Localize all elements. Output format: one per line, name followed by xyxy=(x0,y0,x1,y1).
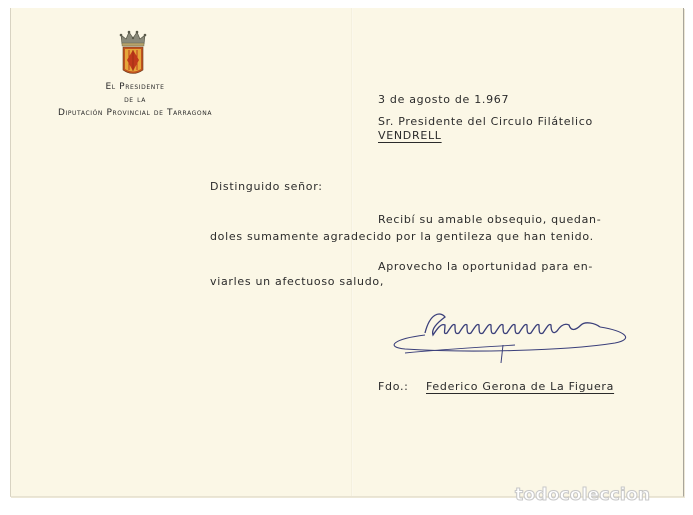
signatory-name: Federico Gerona de La Figuera xyxy=(426,380,615,393)
recipient-city: VENDRELL xyxy=(378,129,442,142)
paragraph1-line2: doles sumamente agradecido por la gentileza que han tenido. xyxy=(210,230,594,243)
letterhead-institution: Diputación Provincial de Tarragona xyxy=(57,108,213,118)
recipient-line: Sr. Presidente del Circulo Filátelico xyxy=(378,115,593,128)
paper-fold xyxy=(351,8,353,496)
paragraph2-line2: viarles un afectuoso saludo, xyxy=(210,275,385,288)
letterhead-title: El Presidente xyxy=(105,82,165,92)
coat-of-arms-icon xyxy=(118,30,148,78)
letterhead-connector: de la xyxy=(124,95,146,105)
signature-prefix: Fdo.: xyxy=(378,380,409,393)
paragraph1-line1: Recibí su amable obsequio, quedan- xyxy=(378,213,602,226)
paragraph2-line1: Aprovecho la oportunidad para en- xyxy=(378,260,594,273)
handwritten-signature-icon xyxy=(385,303,645,363)
salutation: Distinguido señor: xyxy=(210,180,323,193)
watermark-logo: todocoleccion xyxy=(515,485,651,505)
letter-date: 3 de agosto de 1.967 xyxy=(378,93,510,106)
